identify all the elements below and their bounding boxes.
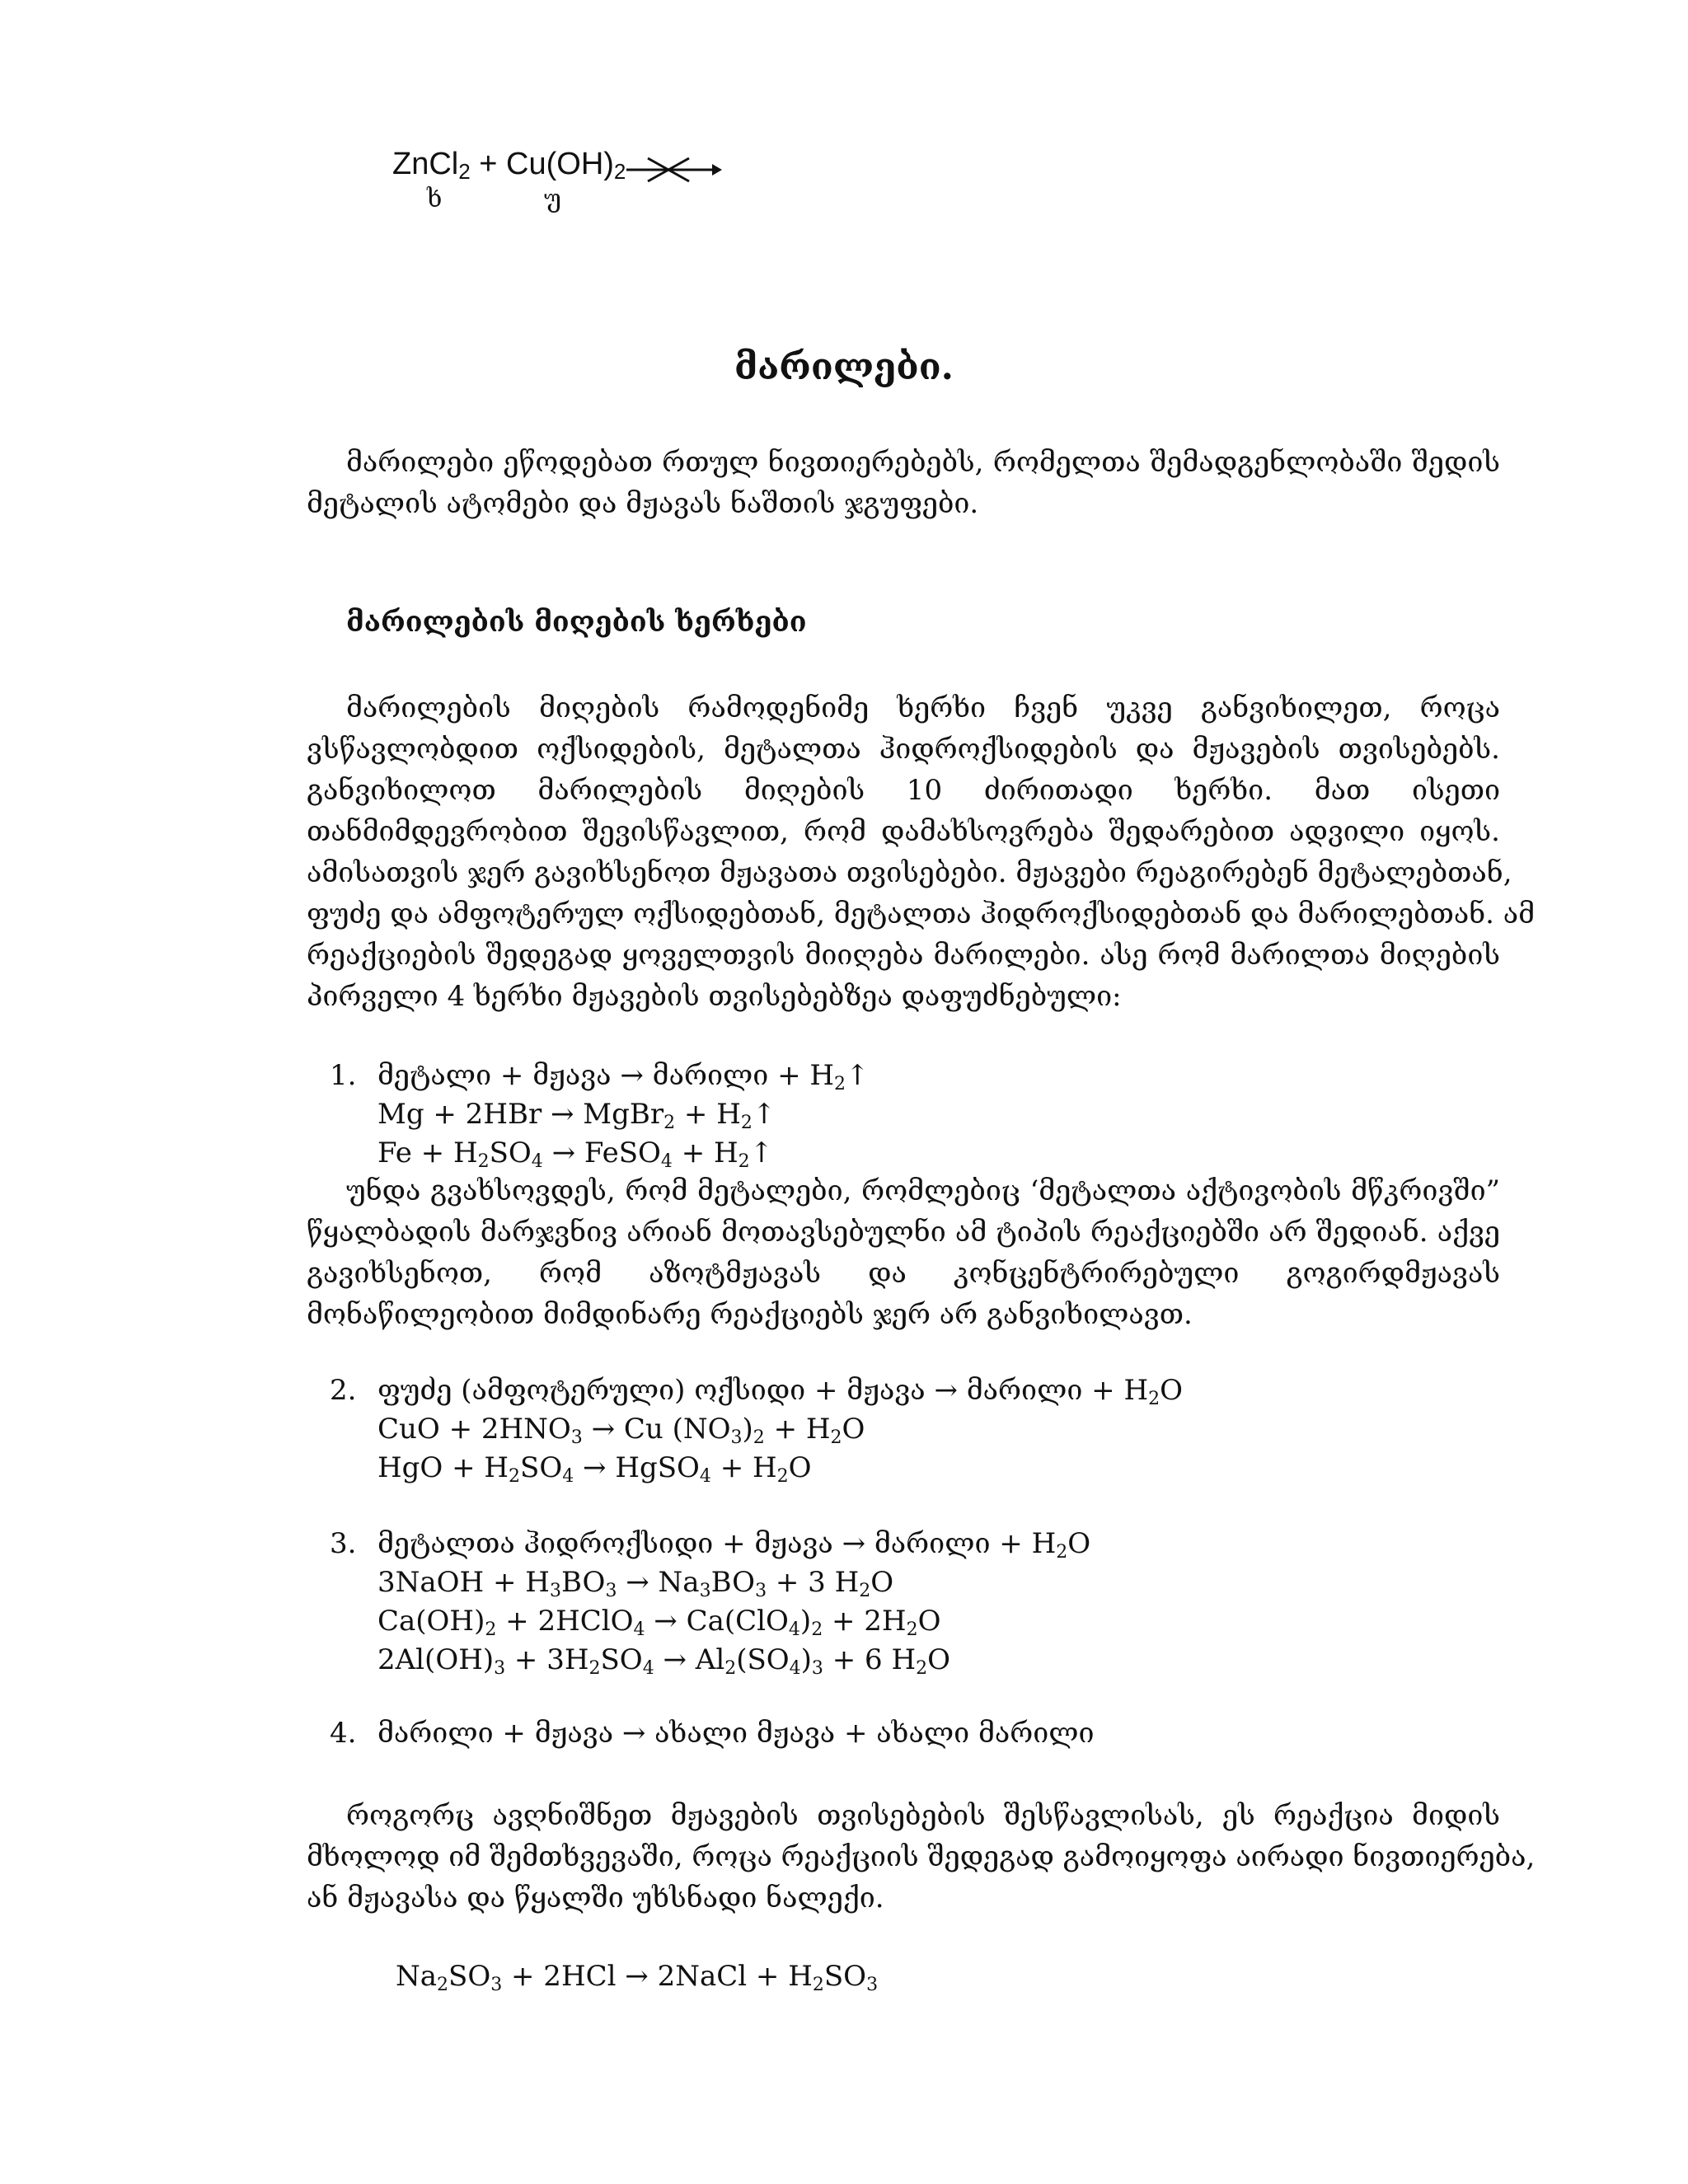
subscript: 2 xyxy=(776,1466,789,1487)
subscript: 2 xyxy=(834,1074,846,1094)
text-line: ფუძე და ამფოტერულ ოქსიდებთან, მეტალთა ჰიდროქსიდებთან და მარილებთან. ამ xyxy=(307,898,1536,930)
text-line: მარილები ეწოდებათ რთულ ნივთიერებებს, რომელთა შემადგენლობაში შედის xyxy=(346,446,1500,479)
subscript: 2 xyxy=(830,1427,842,1448)
reaction-example xyxy=(330,1563,1090,1602)
formula-text: + H xyxy=(710,1451,777,1484)
subscript: 2 xyxy=(811,1619,823,1640)
reaction-example xyxy=(330,1410,1183,1449)
text-line: მარილების მიღების რამოდენიმე ხერხი ჩვენ უკვე განვიხილეთ, როცა xyxy=(346,691,1500,724)
reaction-example xyxy=(330,1095,870,1134)
formula-text: + 6 H xyxy=(823,1643,917,1676)
subscript: 2 xyxy=(916,1658,928,1679)
formula-text: SO xyxy=(600,1643,643,1676)
item-number: 4. xyxy=(330,1717,357,1750)
subscript: 3 xyxy=(730,1427,743,1448)
subscript: 3 xyxy=(699,1581,711,1601)
subscript: 2 xyxy=(485,1619,497,1640)
subscript: 2 xyxy=(663,1113,676,1133)
formula-text: SO xyxy=(520,1451,563,1484)
method-item-4 xyxy=(330,1714,1095,1753)
section-heading: მარილების მიღების ხერხები xyxy=(346,606,807,639)
formula-text: ↑ xyxy=(749,1137,774,1169)
text-line: რეაქციების შედეგად ყოველთვის მიიღება მარილები. ასე რომ მარილთა მიღების xyxy=(307,939,1500,972)
subscript: 4 xyxy=(562,1466,574,1487)
method-item-1 xyxy=(330,1057,870,1173)
page-title: მარილები. xyxy=(734,346,954,388)
reactant-2: Cu(OH) xyxy=(506,147,614,181)
text-line: თანმიმდევრობით შევისწავლით, რომ დამახსოვრება შედარებით ადვილი იყოს. xyxy=(307,815,1500,848)
subscript: 2 xyxy=(437,1975,449,1995)
formula-text: O xyxy=(842,1413,865,1446)
reaction-scheme xyxy=(330,1525,1090,1563)
intro-paragraph xyxy=(307,687,1536,1017)
method-item-3 xyxy=(330,1525,1090,1680)
formula-text: + 2HClO xyxy=(496,1605,634,1638)
method-item-2 xyxy=(330,1371,1183,1488)
formula-text: ) xyxy=(742,1413,753,1446)
formula-text: O xyxy=(788,1451,812,1484)
formula-text: ↑ xyxy=(752,1098,776,1131)
plus-sign: + xyxy=(479,147,498,181)
scheme-text: მეტალი + მჟავა → მარილი + H xyxy=(377,1059,835,1092)
reaction-example xyxy=(330,1449,1183,1488)
formula-text: + H xyxy=(764,1413,831,1446)
formula-text: CuO + 2HNO xyxy=(377,1413,571,1446)
scheme-tail: O xyxy=(1067,1527,1091,1560)
reaction-example xyxy=(330,1134,870,1173)
subscript: 3 xyxy=(755,1581,767,1601)
subscript: 2 xyxy=(1148,1389,1160,1409)
subscript: 4 xyxy=(789,1658,801,1679)
formula-text: ) xyxy=(799,1605,812,1638)
scheme-text: ფუძე (ამფოტერული) ოქსიდი + მჟავა → მარილი + H xyxy=(377,1374,1149,1407)
text-line: ან მჟავასა და წყალში უხსნადი ნალექი. xyxy=(307,1882,884,1915)
formula-text: + 3H xyxy=(505,1643,589,1676)
formula-text: ) xyxy=(800,1643,812,1676)
formula-text: SO xyxy=(823,1960,867,1993)
formula-text: SO xyxy=(489,1137,532,1169)
text-line: გავიხსენოთ, რომ აზოტმჟავას და კონცენტრირებული გოგირდმჟავას xyxy=(307,1257,1500,1290)
subscript: 2 xyxy=(724,1658,737,1679)
scheme-tail: ↑ xyxy=(846,1059,870,1092)
text-line: წყალბადის მარჯვნივ არიან მოთავსებულნი ამ ტიპის რეაქციებში არ შედიან. აქვე xyxy=(307,1216,1500,1249)
subscript: 3 xyxy=(549,1581,561,1601)
closing-paragraph xyxy=(307,1795,1536,1919)
text-line: როგორც ავღნიშნეთ მჟავების თვისებების შესწავლისას, ეს რეაქცია მიდის xyxy=(346,1799,1500,1832)
subscript: 3 xyxy=(811,1658,823,1679)
formula-text: O xyxy=(917,1605,941,1638)
text-line: მონაწილეობით მიმდინარე რეაქციებს ჯერ არ განვიხილავთ. xyxy=(307,1298,1193,1331)
subscript: 2 xyxy=(812,1975,824,1995)
subscript: 4 xyxy=(660,1151,673,1172)
subscript: 2 xyxy=(588,1658,601,1679)
formula-text: Mg + 2HBr → MgBr xyxy=(377,1098,664,1131)
formula-text: → Ca(ClO xyxy=(645,1605,789,1638)
subscript: 2 xyxy=(1056,1542,1068,1563)
text-line: ამისათვის ჯერ გავიხსენოთ მჟავათა თვისებები. მჟავები რეაგირებენ მეტალებთან, xyxy=(307,856,1512,889)
text-line: ვსწავლობდით ოქსიდების, მეტალთა ჰიდროქსიდების და მჟავების თვისებებს. xyxy=(307,733,1500,766)
reactant-2-mark: უ xyxy=(544,185,561,213)
reaction-scheme xyxy=(330,1057,870,1095)
formula-text: BO xyxy=(710,1566,756,1599)
formula-text: + 2HCl → 2NaCl + H xyxy=(502,1960,813,1993)
final-reaction-equation xyxy=(396,1960,878,1993)
formula-text: + H xyxy=(675,1098,741,1131)
formula-text: + 3 H xyxy=(767,1566,860,1599)
subscript: 2 xyxy=(458,159,471,184)
subscript: 2 xyxy=(509,1466,521,1487)
formula-text: SO xyxy=(448,1960,491,1993)
formula-text: O xyxy=(870,1566,894,1599)
subscript: 4 xyxy=(531,1151,543,1172)
no-reaction-arrow-icon xyxy=(623,155,722,185)
text-line: მხოლოდ იმ შემთხვევაში, როცა რეაქციის შედეგად გამოიყოფა აირადი ნივთიერება, xyxy=(307,1840,1536,1873)
top-equation xyxy=(392,147,626,182)
formula-text: 3NaOH + H xyxy=(377,1566,550,1599)
formula-text: → Na xyxy=(617,1566,700,1599)
reaction-scheme xyxy=(330,1714,1095,1753)
formula-text: → Al xyxy=(654,1643,725,1676)
formula-text: HgO + H xyxy=(377,1451,509,1484)
subscript: 2 xyxy=(859,1581,871,1601)
text-line: პირველი 4 ხერხი მჟავების თვისებებზეა დაფუძნებული: xyxy=(307,980,1122,1013)
formula-text: → HgSO xyxy=(574,1451,700,1484)
item-number: 1. xyxy=(330,1059,357,1092)
reactant-1: ZnCl xyxy=(392,147,459,181)
reaction-example xyxy=(330,1641,1090,1680)
formula-text: Ca(OH) xyxy=(377,1605,485,1638)
subscript: 3 xyxy=(866,1975,879,1995)
subscript: 2 xyxy=(738,1151,750,1172)
formula-text: → FeSO xyxy=(542,1137,661,1169)
subscript: 3 xyxy=(605,1581,617,1601)
definition-paragraph xyxy=(307,442,1500,524)
scheme-tail: O xyxy=(1160,1374,1183,1407)
formula-text: BO xyxy=(560,1566,606,1599)
subscript: 2 xyxy=(753,1427,765,1448)
subscript: 3 xyxy=(570,1427,583,1448)
formula-text: Fe + H xyxy=(377,1137,478,1169)
subscript: 4 xyxy=(788,1619,800,1640)
subscript: 4 xyxy=(642,1658,654,1679)
subscript: 3 xyxy=(490,1975,503,1995)
subscript: 4 xyxy=(633,1619,645,1640)
reactant-1-mark: ხ xyxy=(427,185,443,213)
formula-text: 2Al(OH) xyxy=(377,1643,495,1676)
subscript: 3 xyxy=(494,1658,506,1679)
subscript: 4 xyxy=(699,1466,711,1487)
reaction-example xyxy=(330,1602,1090,1641)
formula-text: Na xyxy=(396,1960,438,1993)
text-line: მეტალის ატომები და მჟავას ნაშთის ჯგუფები. xyxy=(307,487,979,520)
formula-text: (SO xyxy=(736,1643,790,1676)
item-number: 3. xyxy=(330,1527,357,1560)
text-line: უნდა გვახსოვდეს, რომ მეტალები, რომლებიც ‘მეტალთა აქტივობის მწკრივში” xyxy=(346,1174,1500,1207)
note-paragraph xyxy=(307,1170,1500,1335)
formula-text: + H xyxy=(672,1137,738,1169)
item-number: 2. xyxy=(330,1374,357,1407)
scheme-text: მეტალთა ჰიდროქსიდი + მჟავა → მარილი + H xyxy=(377,1527,1057,1560)
subscript: 2 xyxy=(613,159,626,184)
formula-text: → Cu (NO xyxy=(582,1413,731,1446)
text-line: განვიხილოთ მარილების მიღების 10 ძირითადი ხერხი. მათ ისეთი xyxy=(307,774,1500,807)
scheme-text: მარილი + მჟავა → ახალი მჟავა + ახალი მარილი xyxy=(377,1717,1095,1750)
subscript: 2 xyxy=(477,1151,490,1172)
subscript: 2 xyxy=(906,1619,918,1640)
reaction-scheme xyxy=(330,1371,1183,1410)
formula-text: + 2H xyxy=(823,1605,907,1638)
formula-text: O xyxy=(927,1643,950,1676)
subscript: 2 xyxy=(740,1113,753,1133)
